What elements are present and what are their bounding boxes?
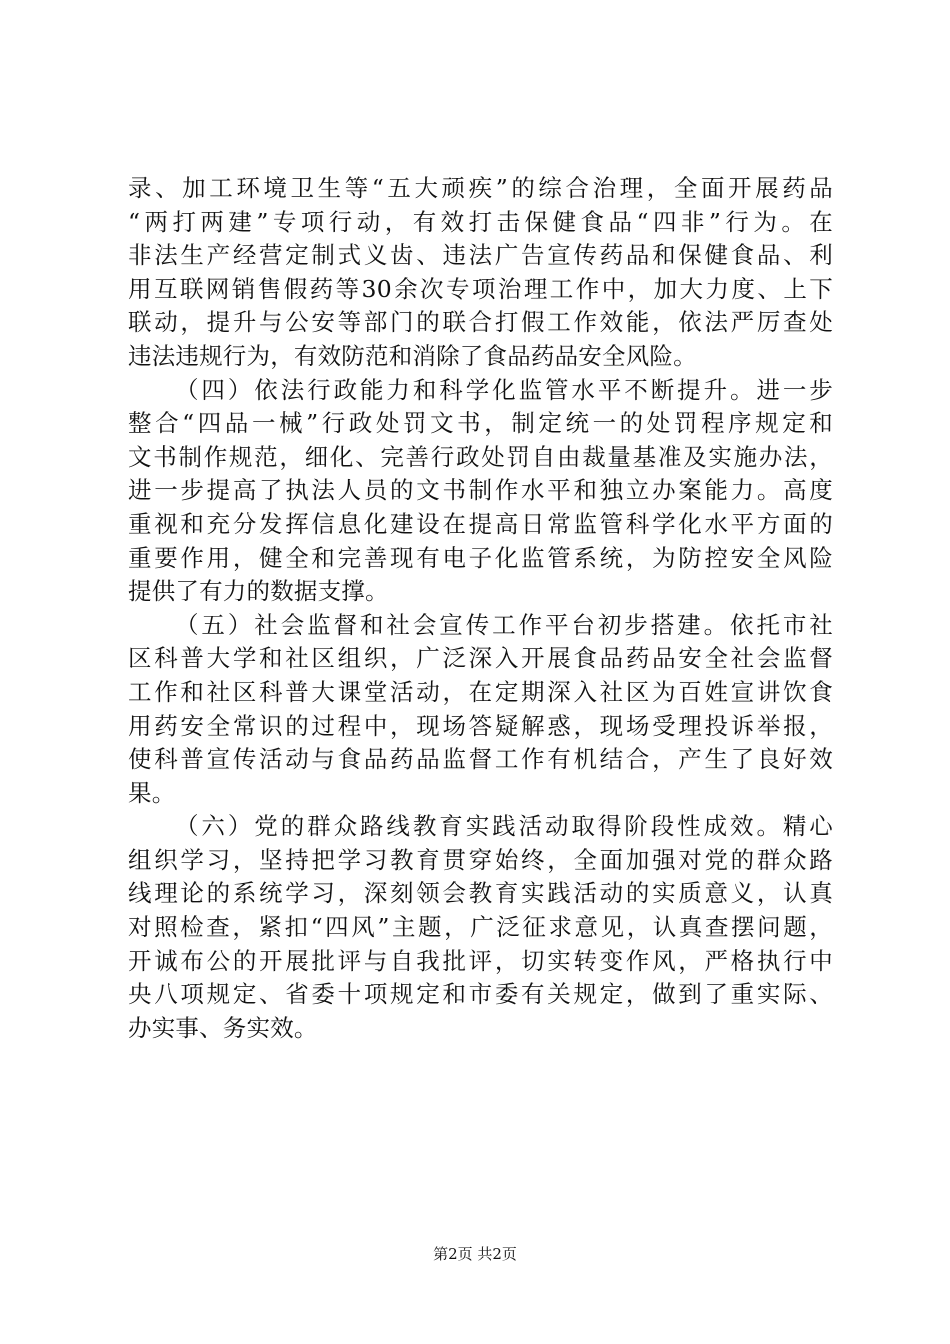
- document-body: [128, 172, 833, 1045]
- text-line: 非法生产经营定制式义齿、违法广告宣传药品和保健食品、利: [128, 241, 833, 270]
- paragraph-section-6: [128, 810, 833, 1045]
- text-line: 违法违规行为，有效防范和消除了食品药品安全风险。: [128, 341, 697, 370]
- text-line: 区科普大学和社区组织，广泛深入开展食品药品安全社会监督: [128, 644, 833, 673]
- text-line: “两打两建”专项行动，有效打击保健食品“四非”行为。在: [128, 207, 833, 236]
- text-line: 重要作用，健全和完善现有电子化监管系统，为防控安全风险: [128, 543, 833, 572]
- text-line: 重视和充分发挥信息化建设在提高日常监管科学化水平方面的: [128, 509, 833, 538]
- text-line: 整合“四品一械”行政处罚文书，制定统一的处罚程序规定和: [128, 409, 833, 438]
- text-line: 央八项规定、省委十项规定和市委有关规定，做到了重实际、: [128, 980, 833, 1009]
- text-line: 进一步提高了执法人员的文书制作水平和独立办案能力。高度: [128, 476, 833, 505]
- text-line: 开诚布公的开展批评与自我批评，切实转变作风，严格执行中: [128, 946, 833, 975]
- text-line: （六）党的群众路线教育实践活动取得阶段性成效。精心: [175, 812, 833, 841]
- text-line: （四）依法行政能力和科学化监管水平不断提升。进一步: [175, 375, 833, 404]
- text-line: 用互联网销售假药等30余次专项治理工作中，加大力度、上下: [128, 274, 833, 303]
- page-number-footer: 第2页 共2页: [433, 1245, 517, 1263]
- text-line: 使科普宣传活动与食品药品监督工作有机结合，产生了良好效: [128, 745, 833, 774]
- text-line: 办实事、务实效。: [128, 1013, 318, 1042]
- text-line: 工作和社区科普大课堂活动，在定期深入社区为百姓宣讲饮食: [128, 677, 833, 706]
- text-line: 联动，提升与公安等部门的联合打假工作效能，依法严厉查处: [128, 308, 833, 337]
- text-line: 对照检查，紧扣“四风”主题，广泛征求意见，认真查摆问题，: [128, 913, 833, 942]
- paragraph-section-5: [128, 609, 833, 811]
- text-line: （五）社会监督和社会宣传工作平台初步搭建。依托市社: [175, 610, 833, 639]
- text-line: 果。: [128, 778, 176, 807]
- paragraph-section-4: [128, 374, 833, 609]
- paragraph-continuation: [128, 172, 833, 374]
- text-line: 组织学习，坚持把学习教育贯穿始终，全面加强对党的群众路: [128, 845, 833, 874]
- text-line: 提供了有力的数据支撑。: [128, 577, 389, 606]
- text-line: 用药安全常识的过程中，现场答疑解惑，现场受理投诉举报，: [128, 711, 833, 740]
- text-line: 线理论的系统学习，深刻领会教育实践活动的实质意义，认真: [128, 879, 833, 908]
- text-line: 录、加工环境卫生等“五大顽疾”的综合治理，全面开展药品: [128, 174, 833, 202]
- text-line: 文书制作规范，细化、完善行政处罚自由裁量基准及实施办法，: [128, 442, 833, 471]
